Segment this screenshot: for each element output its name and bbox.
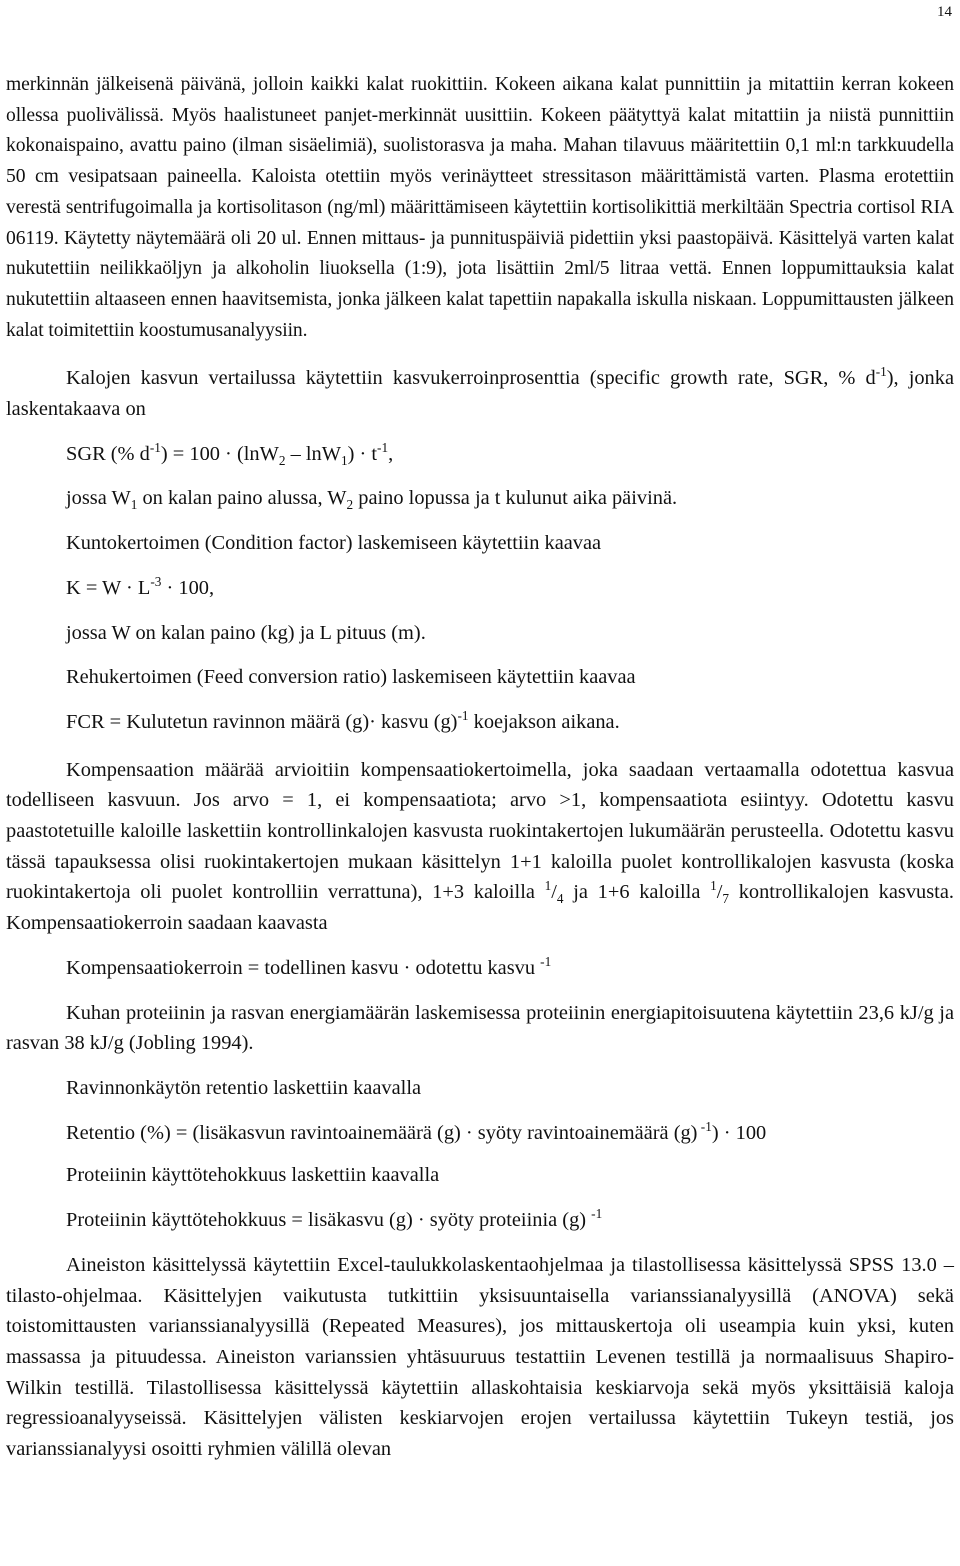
formula-k-part: K = W · L (66, 576, 151, 599)
formula-sgr-part: , (388, 442, 394, 465)
sgr-intro-exponent: -1 (875, 364, 887, 380)
formula-protein-exponent: -1 (591, 1206, 603, 1222)
fraction-numerator: 1 (710, 878, 717, 894)
formula-compensation-part: Kompensaatiokerroin = todellinen kasvu · odotettu kasvu (66, 956, 541, 979)
formula-compensation-exponent: -1 (540, 954, 552, 970)
formula-sgr-subscript: 1 (340, 452, 348, 468)
paragraph-methods: merkinnän jälkeisenä päivänä, jolloin kaikki kalat ruokittiin. Kokeen aikana kalat punnittiin ja mitattiin kerran kokeen ollessa puolivälissä. Myös haalistuneet panjet-merkinnät uusittiin. Kokeen päätyttyä kalat mitattiin ja niistä punnittiin kokonaispaino, avattu paino (ilman sisäelimiä), suolistorasva ja maha. Mahan tilavuus määritettiin 0,1 ml:n tarkkuudella 50 cm vesipatsaan paineella. Kaloista otettiin myös verinäytteet stressitason määrittämistä varten. Plasma erotettiin verestä sentrifugoimalla ja kortisolitason (ng/ml) määrittämiseen käytettiin kortisolikittiä merkiltään Spectria cortisol RIA 06119. Käytetty näytemäärä oli 20 ul. Ennen mittaus- ja punnituspäiviä pidettiin yksi paastopäivä. Käsittelyä varten kalat nukutettiin neilikkaöljyn ja alkoholin liuoksella (1:9), jota lisättiin 2ml/5 litraa vettä. Ennen loppumittauksia kalat nukutettiin altaaseen ennen haavitsemista, jonka jälkeen kalat tapettiin napakalla iskulla niskaan. Loppumittausten jälkeen kalat toimitettiin koostumusanalyysiin. (6, 74, 954, 341)
formula-protein (6, 1205, 954, 1236)
paragraph-sgr-intro (6, 363, 954, 424)
sgr-variables-text: jossa W (66, 487, 131, 510)
formula-fcr-part: koejakson aikana. (468, 710, 620, 733)
compensation-text: ja 1+6 kaloilla (563, 881, 711, 904)
k-intro: Kuntokertoimen (Condition factor) laskemiseen käytettiin kaavaa (66, 532, 602, 555)
formula-retention-part: ) · 100 (711, 1121, 767, 1144)
formula-retention-exponent: -1 (697, 1118, 712, 1134)
paragraph-statistics: Aineiston käsittelyssä käytettiin Excel-taulukkolaskentaohjelmaa ja tilastollisessa käsittelyssä SPSS 13.0 – tilasto-ohjelmaa. Käsittelyjen vaikutusta tutkittiin yksisuuntaisella varianssianalyysillä (ANOVA) sekä toistomittausten varianssianalyysillä (Repeated Measures), jos mittauskertoja oli useampia kuin yksi, kuten massassa ja pituudessa. Aineiston varianssien yhtäsuuruus testattiin Levenen testillä ja normaalisuus Shapiro-Wilkin testillä. Tilastollisessa käsittelyssä käytettiin allaskohtaisia keskiarvoja sekä myös yksittäisiä kaloja regressioanalyyseissä. Käsittelyjen välisten keskiarvojen erojen vertailussa käytettiin Tukeyn testiä, jos varianssianalyysi osoitti ryhmien välillä olevan (6, 1253, 954, 1461)
sgr-variables (6, 483, 954, 514)
compensation-text: Kompensaation määrää arvioitiin kompensaatiokertoimella, joka saadaan vertaamalla odotettua kasvua todelliseen kasvuun. Jos arvo = 1, ei kompensaatiota; arvo >1, kompensaatiota esiintyy. Odotettu kasvu paastotetuille kaloille laskettiin kontrollinkalojen kasvusta ruokintakertojen lukumäärän perusteella. Odotettu kasvu tässä tapauksessa olisi ruokintakertojen mukaan käsittelyn 1+1 kaloilla puolet kontrollikalojen kasvusta (koska ruokintakertoja oli puolet kontrolliin verrattuna), 1+3 kaloilla (6, 758, 954, 904)
sgr-intro-text-end: ), jonka laskentakaava on (6, 367, 954, 421)
sgr-variables-subscript: 2 (346, 497, 354, 513)
protein-intro: Proteiinin käyttötehokkuus laskettiin kaavalla (66, 1164, 440, 1187)
formula-sgr-part: ) · t (347, 442, 378, 465)
formula-fcr-exponent: -1 (457, 708, 469, 724)
formula-sgr (6, 439, 954, 470)
fraction-denominator: 7 (722, 891, 729, 907)
formula-k-part: · 100, (161, 576, 215, 599)
formula-compensation (6, 953, 954, 984)
formula-sgr-exponent: -1 (149, 439, 161, 455)
sgr-variables-text: paino lopussa ja t kulunut aika päivinä. (353, 487, 678, 510)
retention-intro: Ravinnonkäytön retentio laskettiin kaavalla (66, 1076, 422, 1099)
formula-sgr-exponent: -1 (377, 439, 389, 455)
formula-sgr-part: – lnW (285, 442, 341, 465)
formula-sgr-part: ) = 100 · (lnW (160, 442, 279, 465)
page-number: 14 (937, 4, 952, 20)
compensation-text: kontrollikalojen kasvusta. Kompensaatiokerroin saadaan kaavasta (6, 881, 954, 935)
formula-sgr-subscript: 2 (278, 452, 286, 468)
paragraph-compensation (6, 755, 954, 939)
formula-fcr-part: FCR = Kulutetun ravinnon määrä (g)· kasvu (g) (66, 710, 458, 733)
formula-protein-part: Proteiinin käyttötehokkuus = lisäkasvu (g) · syöty proteiinia (g) (66, 1209, 592, 1232)
paragraph-energy: Kuhan proteiinin ja rasvan energiamäärän laskemisessa proteiinin energiapitoisuutena käytettiin 23,6 kJ/g ja rasvan 38 kJ/g (Jobling 1994). (6, 1001, 954, 1055)
fcr-intro: Rehukertoimen (Feed conversion ratio) laskemiseen käytettiin kaavaa (66, 666, 636, 689)
formula-fcr (6, 707, 954, 738)
formula-retention (6, 1118, 954, 1149)
fraction-denominator: 4 (556, 891, 564, 907)
sgr-variables-text: on kalan paino alussa, W (137, 487, 347, 510)
page-body (6, 70, 954, 1465)
formula-k (6, 573, 954, 604)
fraction-numerator: 1 (544, 878, 552, 894)
k-variables: jossa W on kalan paino (kg) ja L pituus (m). (66, 621, 426, 644)
sgr-intro-text: Kalojen kasvun vertailussa käytettiin kasvukerroinprosenttia (specific growth rate, SGR, % d (66, 367, 876, 390)
fraction-slash: / (551, 881, 557, 904)
formula-k-exponent: -3 (150, 574, 162, 590)
formula-retention-part: Retentio (%) = (lisäkasvun ravintoainemäärä (g) · syöty ravintoainemäärä (g) (66, 1121, 698, 1144)
formula-sgr-part: SGR (% d (66, 442, 150, 465)
fraction-slash: / (716, 881, 723, 904)
sgr-variables-subscript: 1 (130, 497, 138, 513)
